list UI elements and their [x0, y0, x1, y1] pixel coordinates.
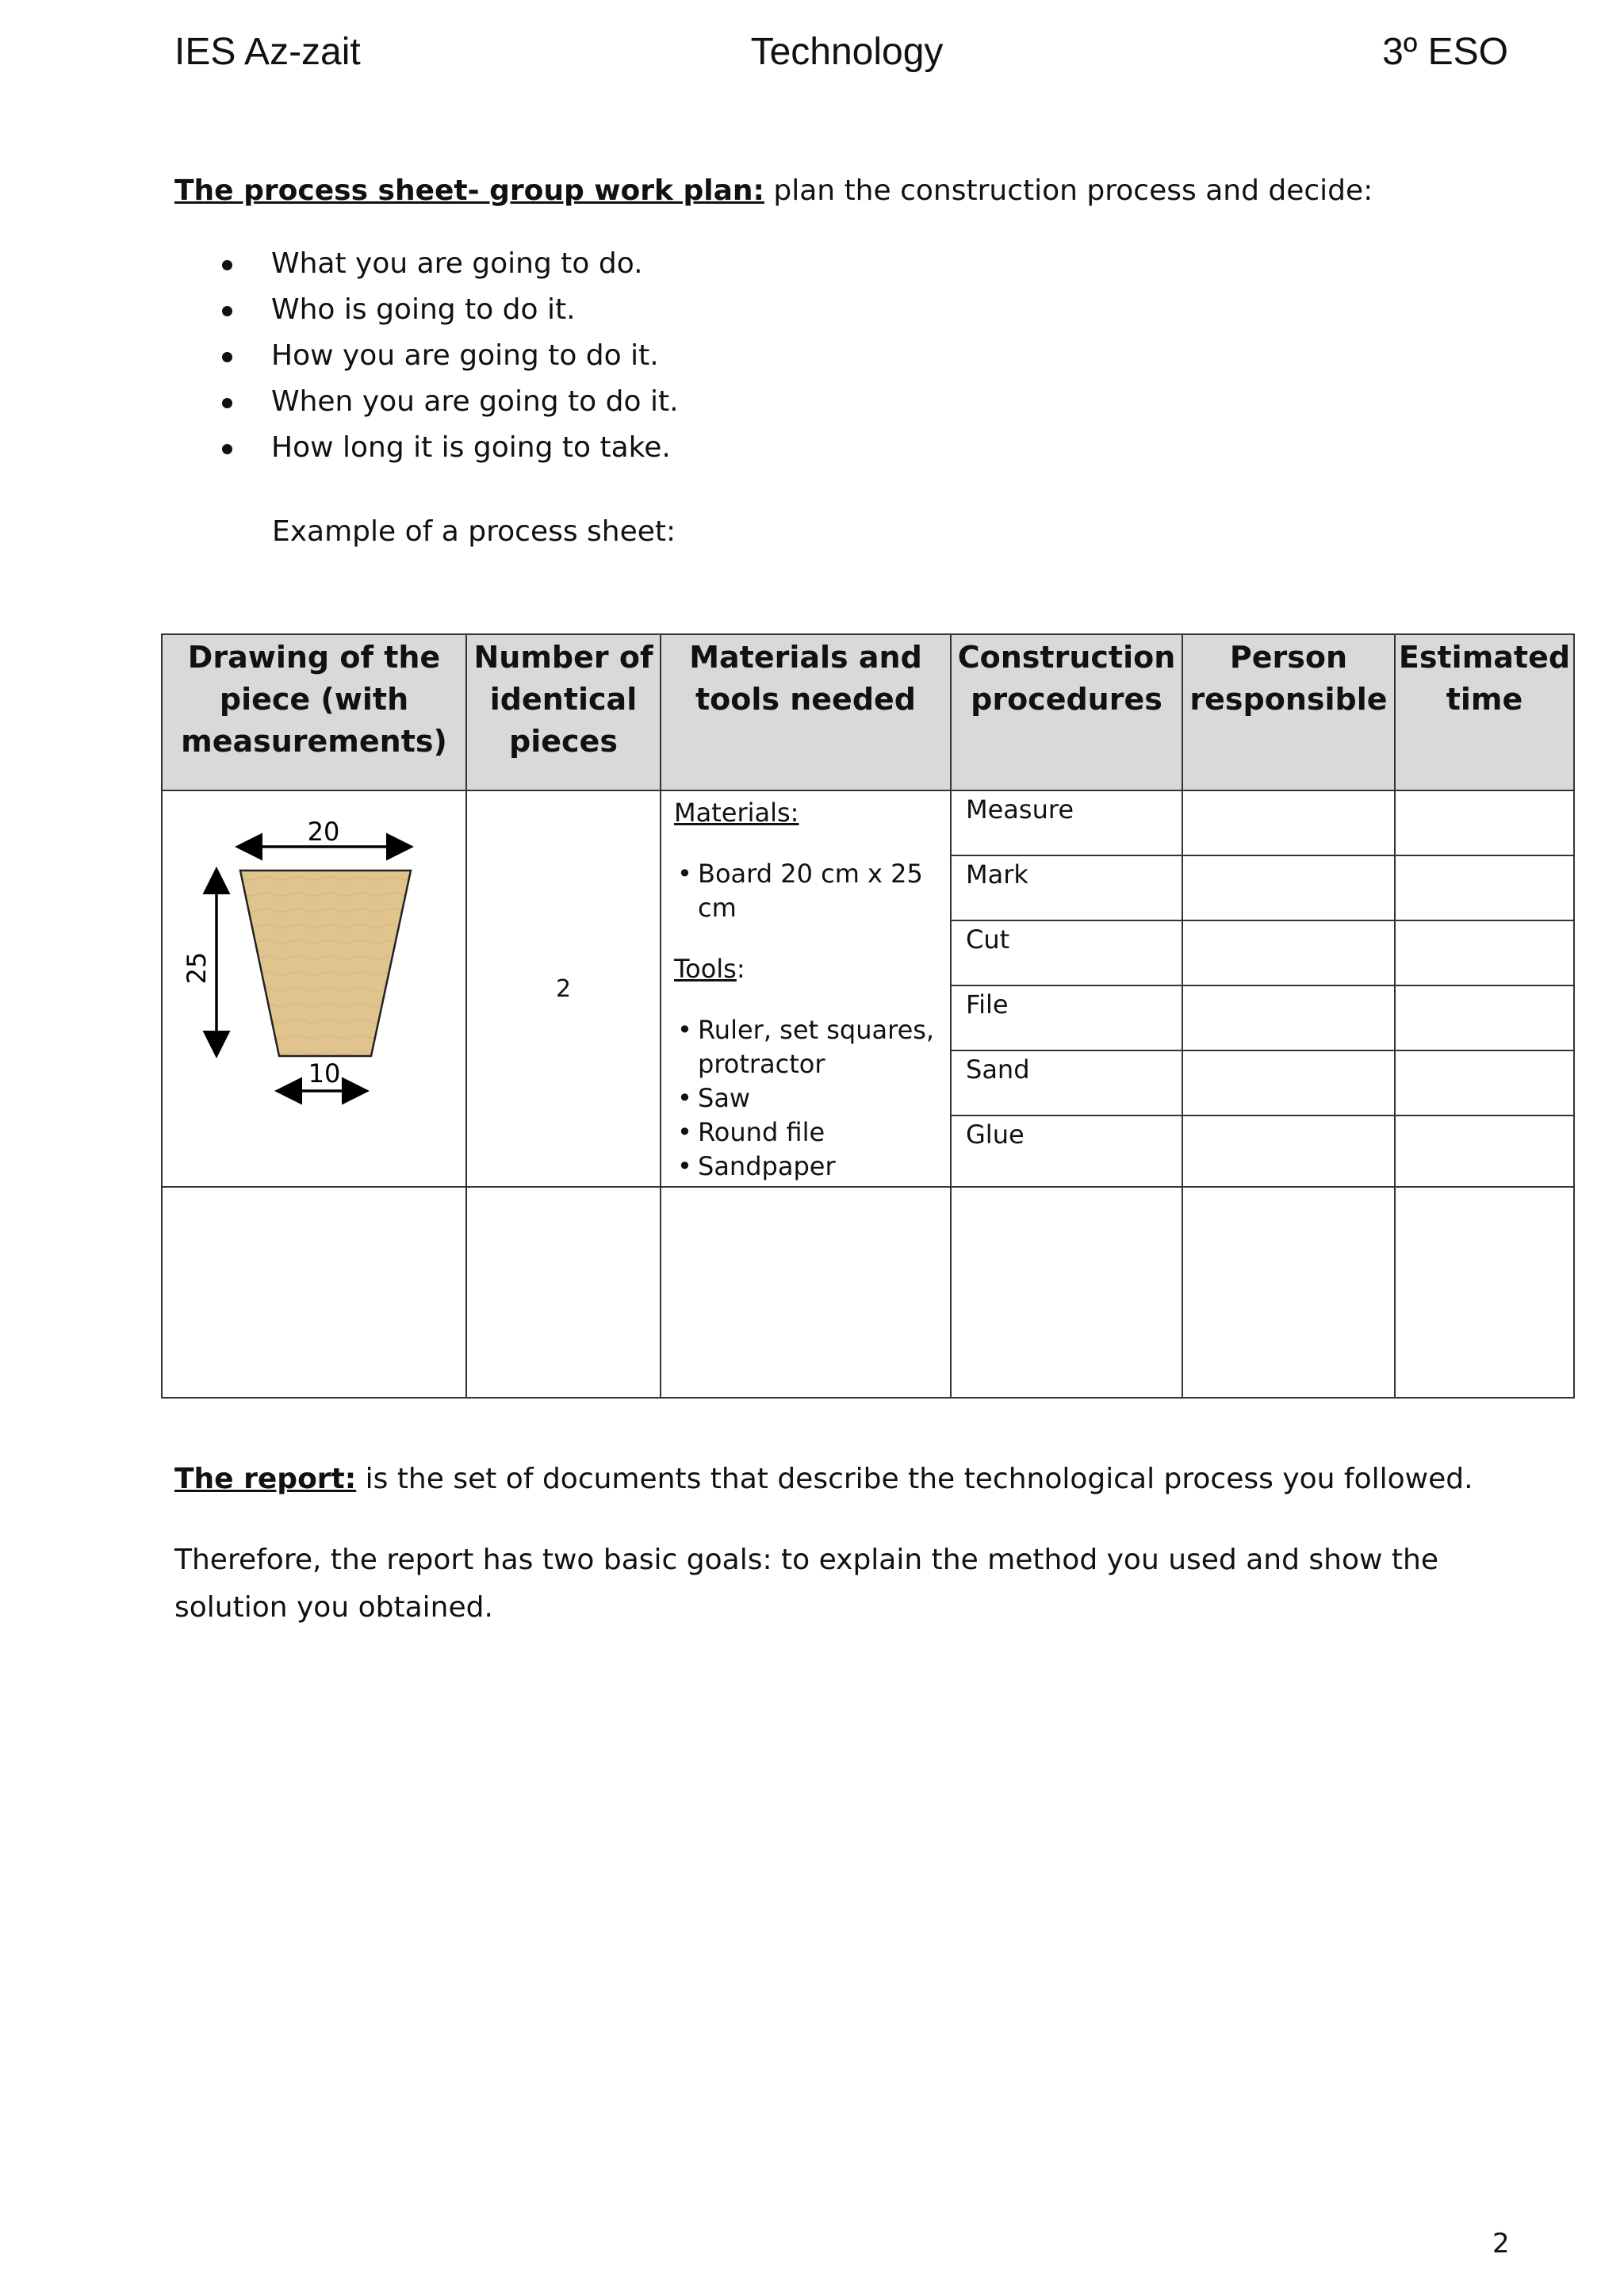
intro-text: plan the construction process and decide:: [764, 174, 1373, 207]
person-cell: [1182, 1050, 1395, 1115]
empty-cell: [1395, 1187, 1574, 1398]
time-cell: [1395, 1050, 1574, 1115]
header-drawing: Drawing of the piece (with measurements): [162, 634, 466, 790]
list-item: Who is going to do it.: [214, 287, 679, 333]
trapezoid-piece: [240, 871, 411, 1056]
procedure-cell: Mark: [951, 855, 1182, 920]
piece-drawing: [163, 791, 464, 1177]
person-cell: [1182, 920, 1395, 985]
empty-cell: [661, 1187, 951, 1398]
page-number: 2: [1492, 2228, 1510, 2260]
example-label: Example of a process sheet:: [272, 515, 676, 548]
table-row: [162, 790, 1574, 855]
tools-heading: [674, 952, 950, 986]
tool-item: • Saw: [674, 1081, 950, 1115]
table-row-empty: [162, 1187, 1574, 1398]
header-materials: Materials and tools needed: [661, 634, 951, 790]
header-grade: 3º ESO: [1382, 31, 1508, 73]
time-cell: [1395, 985, 1574, 1050]
tool-item: • Round file: [674, 1115, 950, 1150]
materials-cell: [661, 790, 951, 1187]
list-item: What you are going to do.: [214, 241, 679, 287]
materials-label: Materials:: [674, 798, 799, 828]
empty-cell: [162, 1187, 466, 1398]
tool-item: • Ruler, set squares, protractor: [674, 1013, 950, 1081]
person-cell: [1182, 985, 1395, 1050]
time-cell: [1395, 855, 1574, 920]
table-header-row: [162, 634, 1574, 790]
procedure-cell: Measure: [951, 790, 1182, 855]
intro-title: The process sheet- group work plan:: [174, 174, 764, 207]
time-cell: [1395, 1115, 1574, 1187]
tool-item: • Sandpaper: [674, 1150, 950, 1184]
material-item: • Board 20 cm x 25 cm: [674, 857, 950, 925]
person-cell: [1182, 855, 1395, 920]
process-sheet-table: [161, 633, 1575, 1399]
procedure-cell: Sand: [951, 1050, 1182, 1115]
procedure-cell: Cut: [951, 920, 1182, 985]
person-cell: [1182, 1115, 1395, 1187]
person-cell: [1182, 790, 1395, 855]
quantity-cell: 2: [466, 790, 661, 1187]
dimension-top-label: 20: [307, 817, 340, 847]
list-item: How long it is going to take.: [214, 425, 679, 471]
procedure-cell: Glue: [951, 1115, 1182, 1187]
therefore-paragraph: Therefore, the report has two basic goals: to explain the method you used and show the solution you obtained.: [174, 1544, 1438, 1624]
header-subject: Technology: [750, 31, 944, 73]
dimension-side-label: 25: [182, 951, 212, 985]
intro-paragraph: [174, 174, 1373, 207]
tools-colon: :: [736, 954, 745, 984]
time-cell: [1395, 790, 1574, 855]
header-school: IES Az-zait: [174, 31, 361, 73]
decision-list: [214, 241, 679, 471]
dimension-bottom-label: 10: [308, 1058, 341, 1089]
header-time: Estimated time: [1395, 634, 1574, 790]
tools-label: Tools: [674, 954, 737, 984]
procedure-cell: File: [951, 985, 1182, 1050]
empty-cell: [1182, 1187, 1395, 1398]
list-item: How you are going to do it.: [214, 333, 679, 379]
header-quantity: Number of identical pieces: [466, 634, 661, 790]
header-procedures: Construction procedures: [951, 634, 1182, 790]
report-title: The report:: [174, 1463, 357, 1495]
drawing-cell: [162, 790, 466, 1187]
report-text: is the set of documents that describe the technological process you followed.: [356, 1463, 1473, 1495]
empty-cell: [951, 1187, 1182, 1398]
time-cell: [1395, 920, 1574, 985]
list-item: When you are going to do it.: [214, 379, 679, 425]
report-paragraph: [174, 1463, 1473, 1495]
header-person: Person responsible: [1182, 634, 1395, 790]
empty-cell: [466, 1187, 661, 1398]
